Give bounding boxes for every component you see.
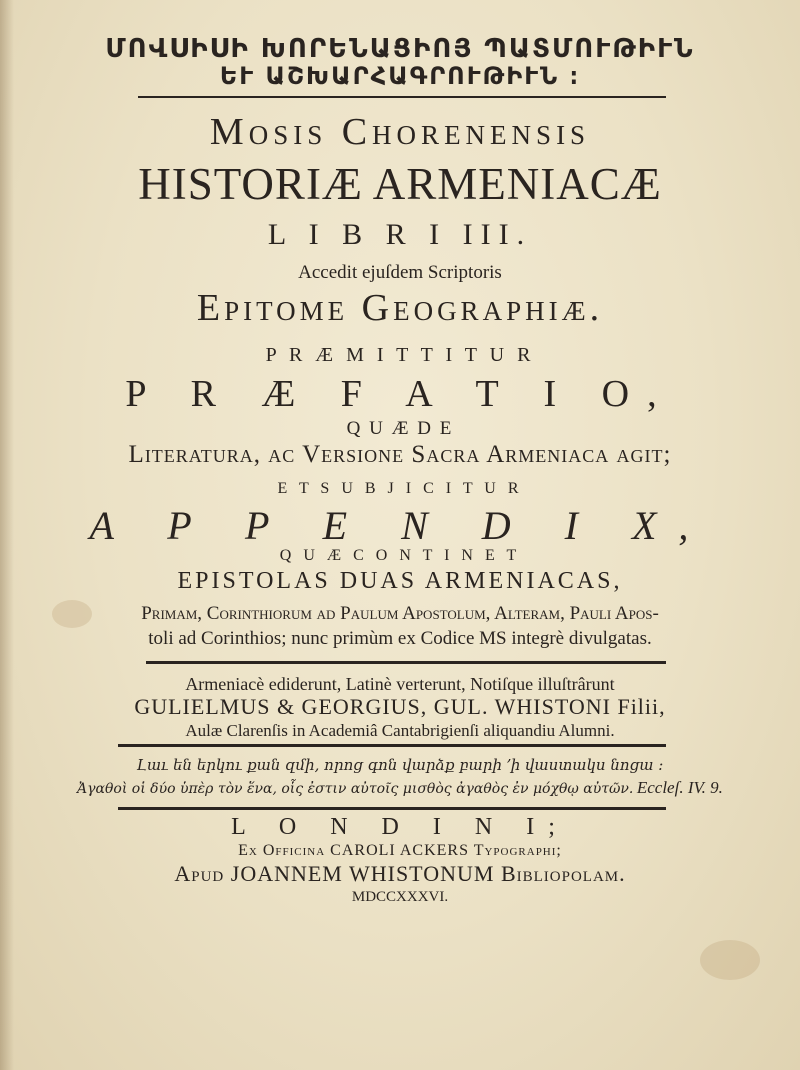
editors-top-rule [146,661,666,664]
imprint-top-rule [118,807,666,810]
primam-line-1: Primam, Corinthiorum ad Paulum Apoſtolum, Alteram, Pauli Apoſ- [141,603,659,624]
et-subjicitur-line: E T S U B J I C I T U R [277,480,523,497]
primam-line-2: toli ad Corinthios; nunc primùm ex Codice MS integrè divulgatas. [148,628,652,649]
armenian-title-line-2: ԵՒ ԱՇԽԱՐՀԱԳՐՈՒԹԻՒՆ ։ [219,62,581,90]
imprint-year: MDCCXXXVI. [351,889,449,905]
epistolas-line: EPISTOLAS DUAS ARMENIACAS, [177,568,623,594]
armenian-title-line-1: ՄՈՎՍԻՍԻ ԽՈՐԵՆԱՑԻՈՅ ՊԱՏՄՈՒԹԻՒՆ [105,34,695,64]
epigraph-armenian: Լաւ են երկու քան զմի, որոց գոն վարձք բարի ՚ի վաստակս նոցա ։ [136,756,664,774]
header-rule [138,96,666,98]
quae-continet-line: Q U Æ C O N T I N E T [279,547,521,564]
epigraph-reference: Eccleſ. IV. 9. [636,778,723,797]
editors-line-2: GULIELMUS & GEORGIUS, GUL. WHISTONI Filii, [134,694,666,719]
epigraph-greek-line [0,778,800,798]
editors-line-1: Armeniacè ediderunt, Latinè verterunt, Notiſque illuſtrârunt [185,674,615,694]
libri-line: L I B R I III. [267,218,533,251]
main-title: HISTORIÆ ARMENIACÆ [138,159,662,209]
epitome-line: Epitome Geographiæ. [196,287,604,329]
foxing-spot [700,940,760,980]
editors-line-3: Aulæ Clarenſis in Academiâ Cantabrigienſi aliquandiu Alumni. [185,721,615,740]
imprint-line-1: Ex Officina CAROLI ACKERS Typographi; [238,842,562,859]
appendix-line: A P P E N D I X, [89,503,711,548]
imprint-line-2: Apud JOANNEM WHISTONUM Bibliopolam. [174,861,626,886]
literatura-line: Literatura, ac Versione Sacra Armeniaca agit; [128,441,672,468]
author-line: Mosis Chorenensis [209,111,591,153]
epigraph-greek: Ἀγαθοὶ οἱ δύο ὑπὲρ τὸν ἕνα, οἷς ἐστιν αὐτοῖς μισθὸς ἀγαθὸς ἐν μόχθῳ αὐτῶν. [77,781,634,797]
praefatio-line: P R Æ F A T I O, [125,373,675,415]
epigraph-top-rule [118,744,666,747]
accedit-line: Accedit ejuſdem Scriptoris [298,262,502,283]
praemittitur-line: P R Æ M I T T I T U R [265,344,535,366]
imprint-city: L O N D I N I; [231,814,569,840]
quae-de-line: Q U Æ D E [346,418,454,439]
